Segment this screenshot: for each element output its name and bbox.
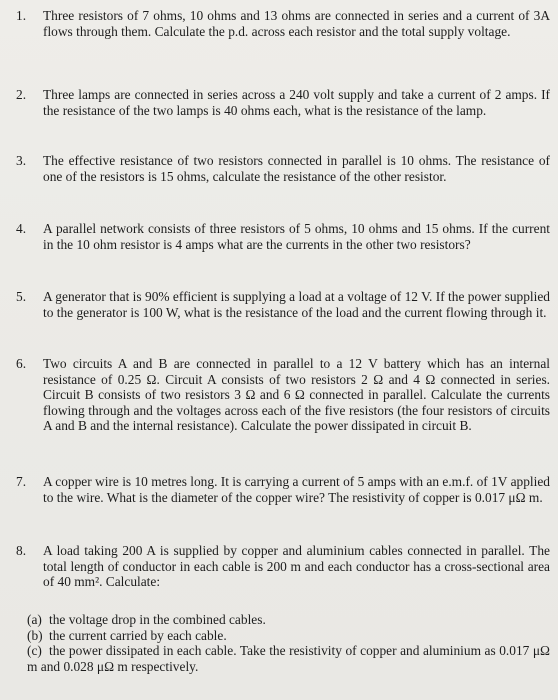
subpart-label: (c) <box>27 643 42 659</box>
subpart-text: the current carried by each cable. <box>49 627 227 643</box>
question-6 <box>16 356 550 434</box>
question-text: A copper wire is 10 metres long. It is carrying a current of 5 amps with an e.m.f. of 1V applied to the wire. What is the diameter of the copper wire? The resistivity of copper is 0.017 μΩ m. <box>43 474 550 505</box>
question-number: 1. <box>16 8 27 23</box>
question-8-subparts <box>27 612 550 674</box>
question-text: The effective resistance of two resistors connected in parallel is 10 ohms. The resistance of one of the resistors is 15 ohms, calculate the resistance of the other resistor. <box>43 153 550 184</box>
question-number: 7. <box>16 474 27 489</box>
subpart-text: the voltage drop in the combined cables. <box>49 612 266 627</box>
question-number: 5. <box>16 289 27 304</box>
question-text: Three resistors of 7 ohms, 10 ohms and 13 ohms are connected in series and a current of 3A flows through them. Calculate the p.d. across each resistor and the total supply voltage. <box>43 8 550 39</box>
question-7 <box>16 474 550 505</box>
question-text: A parallel network consists of three resistors of 5 ohms, 10 ohms and 15 ohms. If the current in the 10 ohm resistor is 4 amps what are the currents in the other two resistors? <box>43 221 550 252</box>
subpart-label: (a) <box>27 612 42 627</box>
question-8 <box>16 543 550 590</box>
question-number: 2. <box>16 87 27 102</box>
subpart-c <box>27 643 550 674</box>
subpart-a <box>27 612 550 628</box>
question-text: A load taking 200 A is supplied by copper and aluminium cables connected in parallel. The total length of conductor in each cable is 200 m and each conductor has a cross-sectional area of 40 mm². Calculate: <box>43 543 550 590</box>
question-1 <box>16 8 550 39</box>
question-4 <box>16 221 550 252</box>
subpart-text: the power dissipated in each cable. Take the resistivity of copper and aluminium as 0.017 μΩ m and 0.028 μΩ m respectively. <box>27 643 550 674</box>
question-3 <box>16 153 550 184</box>
question-number: 3. <box>16 153 27 168</box>
question-text: Two circuits A and B are connected in parallel to a 12 V battery which has an internal resistance of 0.25 Ω. Circuit A consists of two resistors 2 Ω and 4 Ω connected in series. Circuit B consists of two resistors 3 Ω and 6 Ω connected in parallel. Calculate the currents flowing through and the voltages across each of the five resistors (the four resistors of circuits A and B and the internal resistance). Calculate the power dissipated in circuit B. <box>43 356 550 434</box>
question-number: 6. <box>16 356 27 371</box>
question-text: Three lamps are connected in series across a 240 volt supply and take a current of 2 amps. If the resistance of the two lamps is 40 ohms each, what is the resistance of the lamp. <box>43 87 550 118</box>
question-5 <box>16 289 550 320</box>
subpart-b <box>27 628 550 644</box>
question-number: 8. <box>16 543 27 558</box>
question-2 <box>16 87 550 118</box>
question-number: 4. <box>16 221 27 236</box>
subpart-label: (b) <box>27 627 43 643</box>
question-text: A generator that is 90% efficient is supplying a load at a voltage of 12 V. If the power supplied to the generator is 100 W, what is the resistance of the load and the current flowing through it. <box>43 289 550 320</box>
